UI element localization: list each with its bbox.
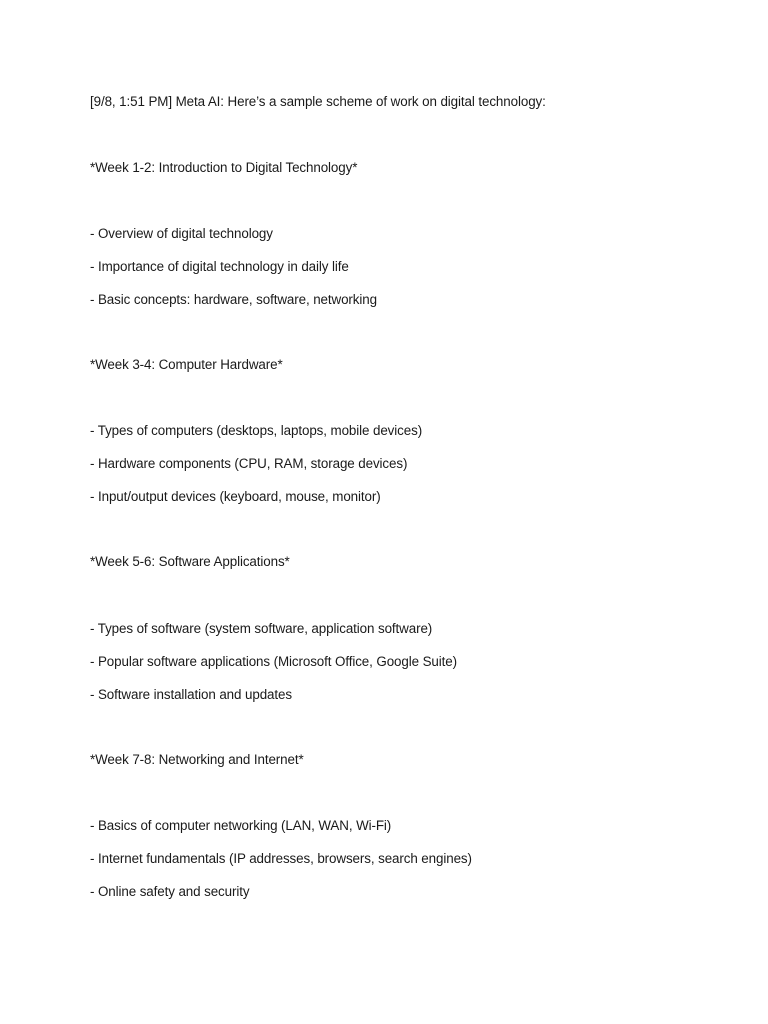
list-item: - Basic concepts: hardware, software, networking [90,292,377,307]
list-item: - Input/output devices (keyboard, mouse, monitor) [90,489,381,504]
list-item: - Software installation and updates [90,687,292,702]
list-item: - Basics of computer networking (LAN, WAN, Wi-Fi) [90,818,392,833]
list-item: - Overview of digital technology [90,226,273,241]
list-item: - Hardware components (CPU, RAM, storage devices) [90,456,408,471]
section-heading-week-1-2: *Week 1-2: Introduction to Digital Technology* [90,160,358,175]
list-item: - Online safety and security [90,884,250,899]
intro-text: [9/8, 1:51 PM] Meta AI: Here’s a sample scheme of work on digital technology: [90,94,546,109]
list-item: - Importance of digital technology in daily life [90,259,349,274]
list-item: - Types of computers (desktops, laptops, mobile devices) [90,423,423,438]
list-item: - Popular software applications (Microsoft Office, Google Suite) [90,654,457,669]
section-heading-week-5-6: *Week 5-6: Software Applications* [90,554,290,569]
list-item: - Internet fundamentals (IP addresses, browsers, search engines) [90,851,472,866]
list-item: - Types of software (system software, application software) [90,621,433,636]
section-heading-week-7-8: *Week 7-8: Networking and Internet* [90,752,304,767]
section-heading-week-3-4: *Week 3-4: Computer Hardware* [90,357,283,372]
